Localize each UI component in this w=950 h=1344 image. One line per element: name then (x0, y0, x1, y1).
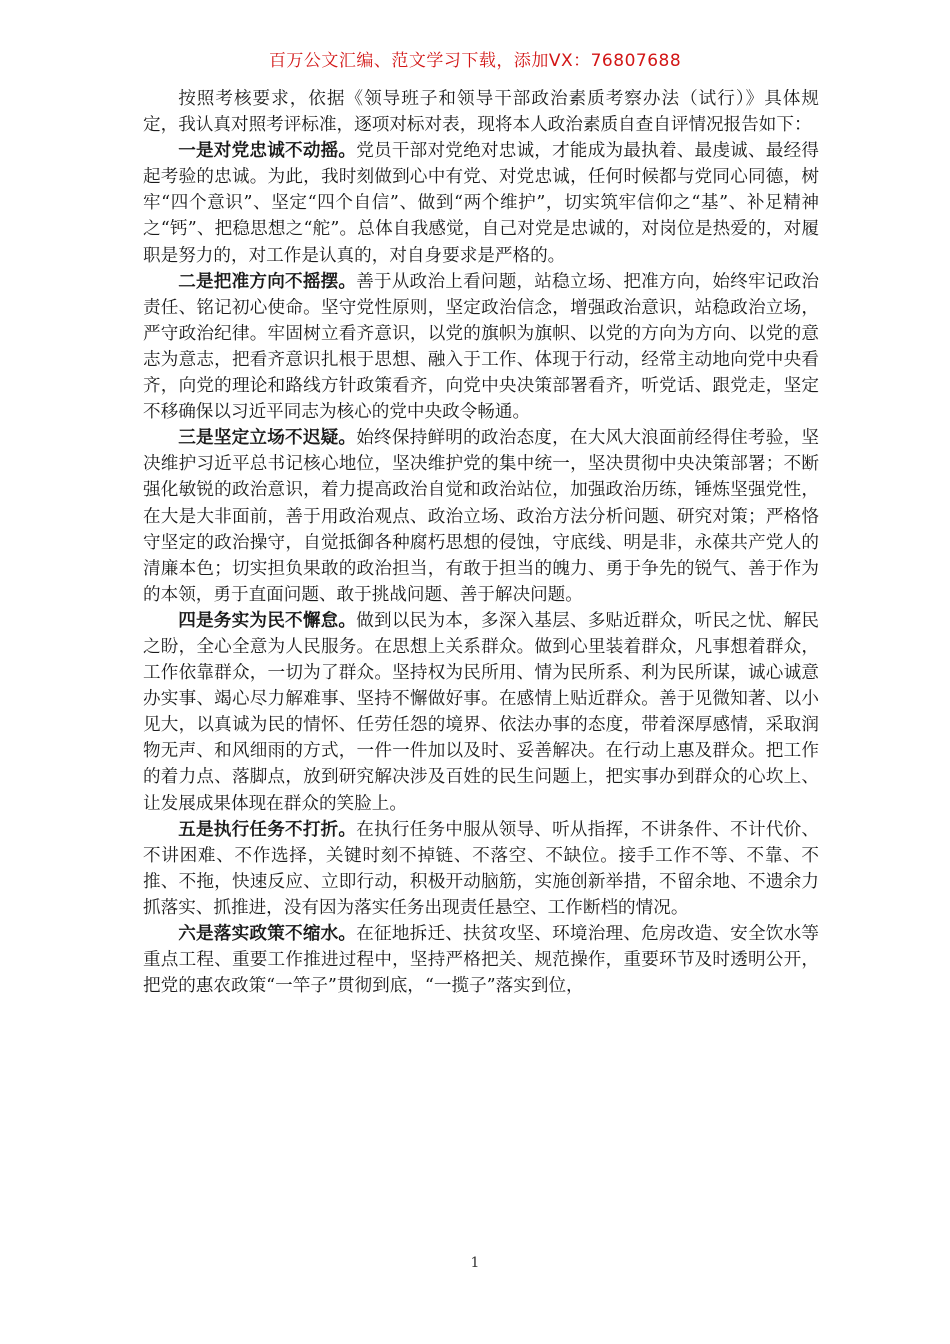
section-heading: 一是对党忠诚不动摇。 (178, 141, 357, 162)
section-paragraph-1 (143, 138, 819, 268)
download-banner: 百万公文汇编、范文学习下载，添加VX：76807688 (268, 51, 682, 71)
section-text: 始终保持鲜明的政治态度，在大风大浪面前经得住考验，坚决维护习近平总书记核心地位，坚决维护党的集中统一，坚决贯彻中央决策部署；不断强化敏锐的政治意识，着力提高政治自觉和政治站位，加强政治历练，锤炼坚强党性，在大是大非面前，善于用政治观点、政治立场、政治方法分析问题、研究对策；严格恪守坚定的政治操守，自觉抵御各种腐朽思想的侵蚀，守底线、明是非，永葆共产党人的清廉本色；切实担负果敢的政治担当，有敢于担当的魄力、勇于争先的锐气、善于作为的本领，勇于直面问题、敢于挑战问题、善于解决问题。 (143, 428, 819, 605)
section-heading: 四是务实为民不懈怠。 (178, 610, 357, 631)
section-text: 做到以民为本，多深入基层、多贴近群众，听民之忧、解民之盼，全心全意为人民服务。在思想上关系群众。做到心里装着群众，凡事想着群众，工作依靠群众，一切为了群众。坚持权为民所用、情为民所系、利为民所谋，诚心诚意办实事、竭心尽力解难事、坚持不懈做好事。在感情上贴近群众。善于见微知著、以小见大，以真诚为民的情怀、任劳任怨的境界、依法办事的态度，带着深厚感情，采取润物无声、和风细雨的方式，一件一件加以及时、妥善解决。在行动上惠及群众。把工作的着力点、落脚点，放到研究解决涉及百姓的民生问题上，把实事办到群众的心坎上、让发展成果体现在群众的笑脸上。 (143, 610, 819, 814)
section-text: 党员干部对党绝对忠诚，才能成为最执着、最虔诚、最经得起考验的忠诚。为此，我时刻做到心中有党、对党忠诚，任何时候都与党同心同德，树牢“四个意识”、坚定“四个自信”、做到“两个维护”，切实筑牢信仰之“基”、补足精神之“钙”、把稳思想之“舵”。总体自我感觉，自己对党是忠诚的，对岗位是热爱的，对履职是努力的，对工作是认真的，对自身要求是严格的。 (143, 141, 819, 266)
section-heading: 五是执行任务不打折。 (178, 819, 357, 840)
page-number: 1 (470, 1255, 480, 1271)
intro-paragraph: 按照考核要求，依据《领导班子和领导干部政治素质考察办法（试行）》具体规定，我认真对照考评标准，逐项对标对表，现将本人政治素质自查自评情况报告如下： (143, 89, 819, 136)
section-paragraph-4 (143, 608, 819, 817)
section-paragraph-6 (143, 921, 819, 999)
section-heading: 三是坚定立场不迟疑。 (178, 428, 357, 449)
section-paragraph-3 (143, 425, 819, 608)
section-text: 在征地拆迁、扶贫攻坚、环境治理、危房改造、安全饮水等重点工程、重要工作推进过程中，坚持严格把关、规范操作，重要环节及时透明公开，把党的惠农政策“一竿子”贯彻到底，“一揽子”落实到位， (143, 924, 819, 997)
section-heading: 六是落实政策不缩水。 (178, 924, 357, 944)
section-text: 善于从政治上看问题，站稳立场、把准方向，始终牢记政治责任、铭记初心使命。坚守党性原则，坚定政治信念，增强政治意识，站稳政治立场，严守政治纪律。牢固树立看齐意识，以党的旗帜为旗帜、以党的方向为方向、以党的意志为意志，把看齐意识扎根于思想、融入于工作、体现于行动，经常主动地向党中央看齐，向党的理论和路线方针政策看齐，向党中央决策部署看齐，听党话、跟党走，坚定不移确保以习近平同志为核心的党中央政令畅通。 (143, 271, 819, 423)
section-paragraph-5 (143, 817, 819, 921)
section-text: 在执行任务中服从领导、听从指挥，不讲条件、不计代价、不讲困难、不作选择，关键时刻不掉链、不落空、不缺位。接手工作不等、不靠、不推、不拖，快速反应、立即行动，积极开动脑筋，实施创新举措，不留余地、不遗余力抓落实、抓推进，没有因为落实任务出现责任悬空、工作断档的情况。 (143, 819, 819, 918)
section-heading: 二是把准方向不摇摆。 (178, 271, 357, 292)
section-paragraph-2 (143, 269, 819, 426)
document-body (143, 86, 819, 999)
